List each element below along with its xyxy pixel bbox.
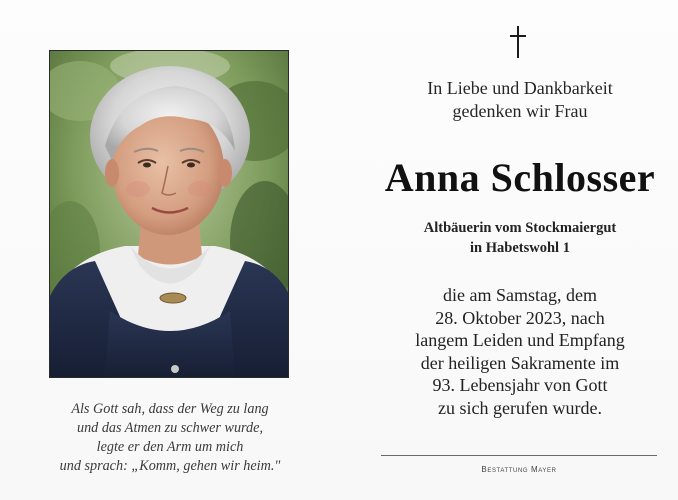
body-line: 93. Lebensjahr von Gott — [432, 375, 608, 395]
deceased-name: Anna Schlosser — [384, 155, 656, 200]
deceased-title — [370, 218, 670, 258]
title-line: in Habetswohl 1 — [470, 240, 570, 256]
divider-line — [381, 455, 657, 456]
title-line: Altbäuerin vom Stockmaiergut — [423, 220, 617, 236]
body-line: langem Leiden und Empfang — [415, 330, 625, 350]
poem-line: und das Atmen zu schwer wurde, — [76, 420, 263, 436]
poem-line: und sprach: „Komm, gehen wir heim." — [59, 458, 281, 474]
body-line: der heiligen Sakramente im — [420, 352, 620, 373]
intro-text — [370, 77, 670, 123]
poem-line: legte er den Arm um mich — [96, 439, 244, 455]
poem-line: Als Gott sah, dass der Weg zu lang — [71, 401, 269, 417]
cross-icon — [508, 26, 528, 60]
memorial-poem — [20, 400, 320, 476]
body-line: zu sich gerufen wurde. — [438, 397, 602, 418]
intro-line: In Liebe und Dankbarkeit — [427, 78, 613, 98]
intro-line: gedenken wir Frau — [452, 101, 588, 121]
death-notice-text — [360, 284, 678, 419]
portrait-photo — [49, 50, 289, 378]
body-line: die am Samstag, dem — [443, 285, 597, 305]
body-line: 28. Oktober 2023, nach — [435, 307, 605, 328]
undertaker-name: Bestattung Mayer — [481, 465, 557, 474]
